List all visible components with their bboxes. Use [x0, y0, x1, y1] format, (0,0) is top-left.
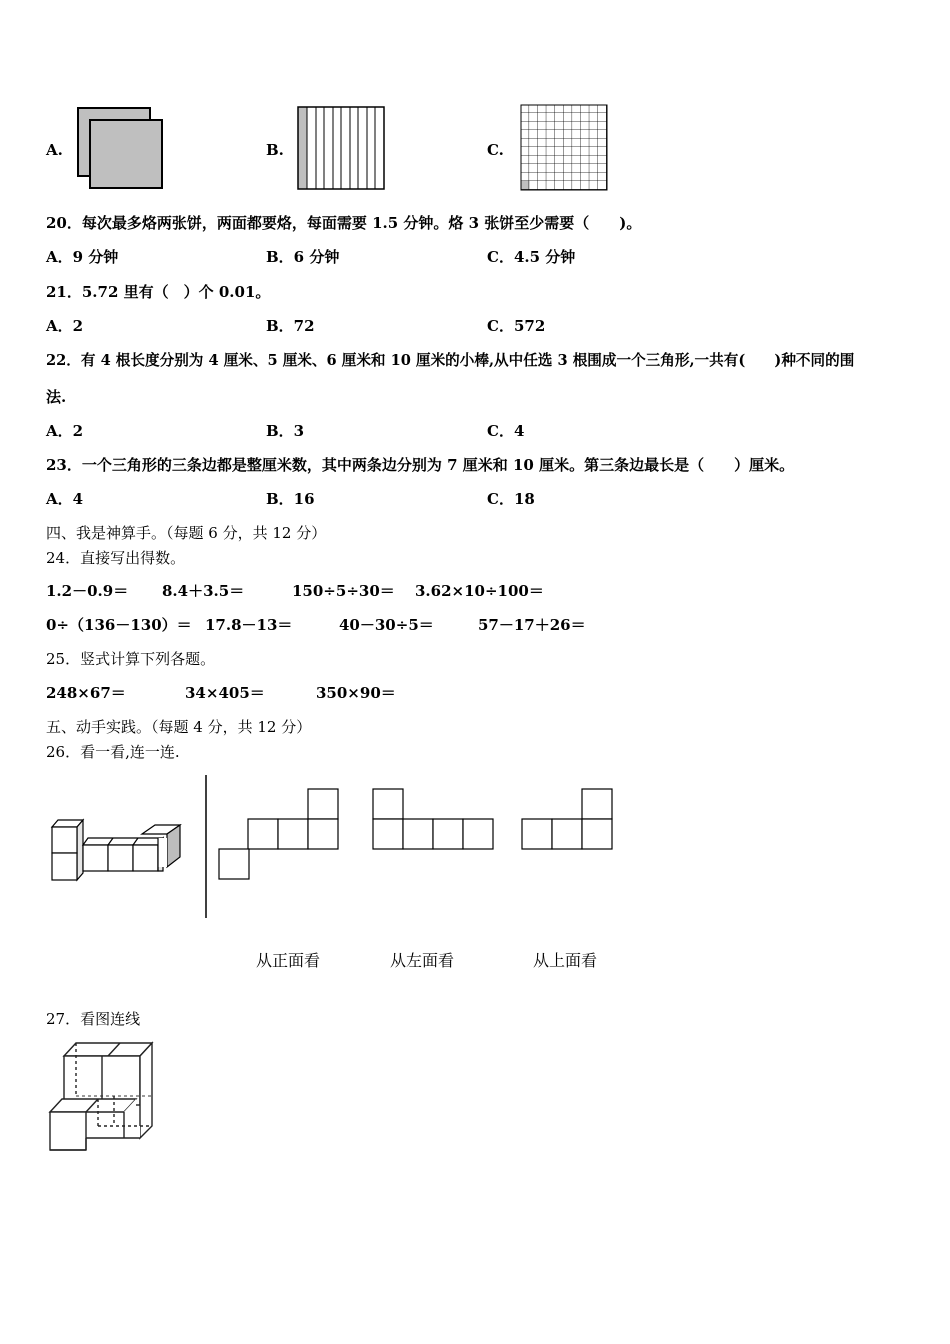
q26-view-figure-3 — [521, 788, 617, 852]
q20-option-a: A．9 分钟 — [46, 248, 119, 266]
q19-option-a-label: A. — [46, 141, 63, 159]
q25-item-3: 350×90＝ — [316, 684, 396, 702]
q24-item-4: 3.62×10÷100＝ — [415, 582, 544, 600]
q20-option-b: B．6 分钟 — [266, 248, 340, 266]
q24-item-6: 17.8－13＝ — [205, 616, 293, 634]
q19-option-a-figure — [76, 106, 166, 192]
q22-option-b: B．3 — [266, 422, 305, 440]
q26-view-figure-2 — [372, 788, 498, 852]
q24-item-1: 1.2－0.9＝ — [46, 582, 129, 600]
q24-stem: 24．直接写出得数。 — [46, 549, 186, 567]
q19-option-c-figure — [520, 104, 610, 192]
q21-option-a: A．2 — [46, 317, 84, 335]
q20-option-c: C．4.5 分钟 — [487, 248, 576, 266]
q24-item-5: 0÷（136－130）＝ — [46, 616, 192, 634]
q26-stem: 26．看一看,连一连. — [46, 743, 180, 761]
q19-option-b-figure — [297, 106, 387, 192]
q24-item-8: 57－17＋26＝ — [478, 616, 586, 634]
q24-item-2: 8.4＋3.5＝ — [162, 582, 245, 600]
q26-view-figure-1 — [218, 788, 342, 882]
q23-option-c: C．18 — [487, 490, 535, 508]
q26-cube-figure — [46, 815, 186, 885]
q24-item-3: 150÷5÷30＝ — [292, 582, 395, 600]
section-5-title: 五、动手实践。（每题 4 分，共 12 分） — [46, 718, 312, 736]
q20-stem: 20．每次最多烙两张饼，两面都要烙，每面需要 1.5 分钟。烙 3 张饼至少需要（ )。 — [46, 214, 642, 232]
q25-item-2: 34×405＝ — [185, 684, 265, 702]
q21-option-b: B．72 — [266, 317, 315, 335]
q27-cube-figure — [46, 1040, 158, 1156]
q26-view-label-top: 从上面看 — [533, 951, 598, 970]
q23-option-a: A．4 — [46, 490, 84, 508]
q26-view-label-front: 从正面看 — [256, 951, 321, 970]
q21-option-c: C．572 — [487, 317, 546, 335]
q19-option-c-label: C. — [487, 141, 504, 159]
q23-stem: 23．一个三角形的三条边都是整厘米数，其中两条边分别为 7 厘米和 10 厘米。第三条边最长是（ ）厘米。 — [46, 456, 795, 474]
q26-view-label-left: 从左面看 — [390, 951, 455, 970]
q27-stem: 27．看图连线 — [46, 1010, 141, 1028]
q25-item-1: 248×67＝ — [46, 684, 126, 702]
q22-stem-line2: 法. — [46, 388, 67, 406]
q22-stem-line1: 22．有 4 根长度分别为 4 厘米、5 厘米、6 厘米和 10 厘米的小棒,从中任选 3 根围成一个三角形,一共有( )种不同的围 — [46, 352, 855, 369]
q22-option-a: A．2 — [46, 422, 84, 440]
q26-divider-line — [204, 775, 208, 919]
q23-option-b: B．16 — [266, 490, 315, 508]
section-4-title: 四、我是神算手。（每题 6 分，共 12 分） — [46, 524, 327, 542]
q21-stem: 21．5.72 里有（ ）个 0.01。 — [46, 283, 271, 301]
q24-item-7: 40－30÷5＝ — [339, 616, 434, 634]
q25-stem: 25．竖式计算下列各题。 — [46, 650, 216, 668]
q19-option-b-label: B. — [266, 141, 284, 159]
q22-option-c: C．4 — [487, 422, 525, 440]
